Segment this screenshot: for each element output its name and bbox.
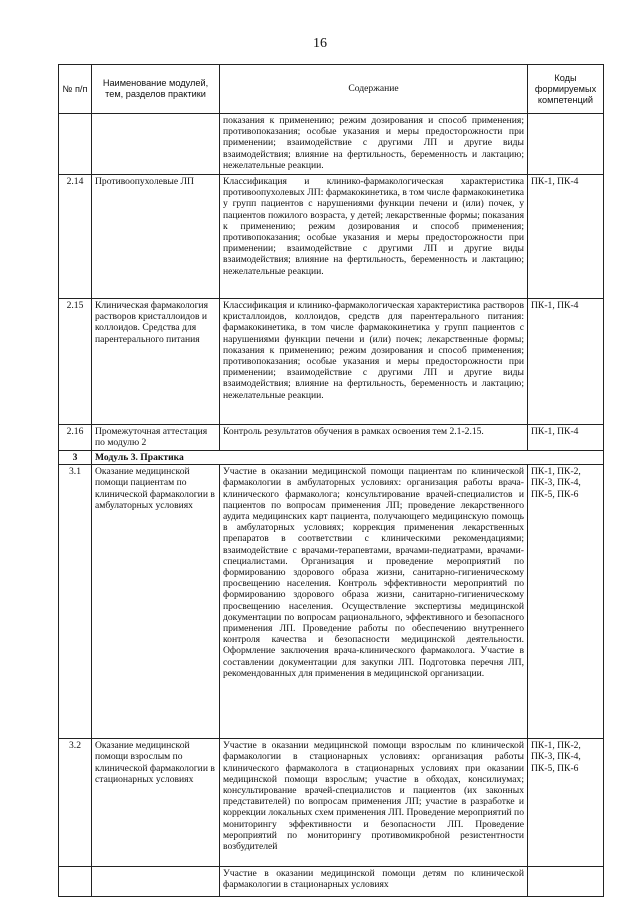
row-num: 3.2 [59,739,92,867]
row-name: Оказание медицинской помощи пациентам по клинической фармакологии в амбулаторных условиях [92,465,220,739]
header-codes: Коды формируемых компетенций [528,65,604,114]
row-name: Оказание медицинской помощи взрослым по клинической фармакологии в стационарных условиях [92,739,220,867]
row-name [92,867,220,897]
row-content: показания к применению; режим дозирования и способ применения; противопоказания; особые указания и меры предосторожности при применении; взаимодействие с другими ЛП и другие виды взаимодействия; влияние на фертильность, беременность и лактацию; нежелательные реакции. [220,114,528,175]
header-content: Содержание [220,65,528,114]
table-row [59,465,604,739]
row-content: Участие в оказании медицинской помощи детям по клинической фармакологии в стационарных условиях [220,867,528,897]
row-name: Противоопухолевые ЛП [92,175,220,299]
module-row [59,451,604,465]
header-module-name: Наименование модулей, тем, разделов практики [92,65,220,114]
row-codes: ПК-1, ПК-4 [528,425,604,451]
row-codes: ПК-1, ПК-2, ПК-3, ПК-4, ПК-5, ПК-6 [528,465,604,739]
row-content: Участие в оказании медицинской помощи взрослым по клинической фармакологии в стационарных условиях: организация работы клинического фармаколога в стационарных условиях при оказании медицинской помощи взрослым; участие в обходах, консилиумах; консультирование врачей-специалистов и пациентов (их законных представителей) по вопросам применения ЛП; участие в разработке и коррекции локальных схем применения ЛП. Проведение мероприятий по мониторингу эффективности и безопасности ЛП. Проведение мероприятий по мониторингу противомикробной резистентности возбудителей [220,739,528,867]
table-header-row [59,65,604,114]
row-content: Классификация и клинико-фармакологическая характеристика противоопухолевых ЛП: фармакокинетика, в том числе фармакокинетика у групп пациентов с нарушениями функции печени и (или) почек, у пациентов пожилого возраста, у детей; лекарственные формы; показания к применению; режим дозирования и способ применения; противопоказания; особые указания и меры предосторожности при применении; взаимодействие с другими ЛП и другие виды взаимодействия; влияние на фертильность, беременность и лактацию; нежелательные реакции. [220,175,528,299]
row-codes [528,114,604,175]
row-num: 2.15 [59,299,92,425]
table-row [59,867,604,897]
table-row [59,175,604,299]
row-content: Контроль результатов обучения в рамках освоения тем 2.1-2.15. [220,425,528,451]
page-number: 16 [313,36,327,51]
table-row [59,114,604,175]
row-codes [528,867,604,897]
row-name [92,114,220,175]
row-name: Клиническая фармакология растворов кристаллоидов и коллоидов. Средства для парентерального питания [92,299,220,425]
row-num: 3.1 [59,465,92,739]
table-row [59,299,604,425]
module-num: 3 [59,451,92,465]
row-num: 2.14 [59,175,92,299]
row-content: Участие в оказании медицинской помощи пациентам по клинической фармакологии в амбулаторных условиях: организация работы врача-клинического фармаколога; консультирование врачей-специалистов и пациентов по вопросам применения ЛП; проведение лекарственного аудита медицинских карт пациента, получающего медицинскую помощь в амбулаторных условиях; коррекция применения лекарственных препаратов в соответствии с клиническими рекомендациями; взаимодействие с врачами-терапевтами, врачами-педиатрами, врачами-специалистами. Организация и проведение мероприятий по формированию здорового образа жизни, санитарно-гигиеническому просвещению населения. Контроль эффективности мероприятий по формированию здорового образа жизни, санитарно-гигиеническому просвещению населения. Осуществление экспертизы медицинской документации по вопросам рационального, эффективного и безопасного применения ЛП. Проведение работы по обеспечению внутреннего контроля качества и безопасности медицинской деятельности. Оформление заключения врача-клинического фармаколога. Участие в составлении документации для закупки ЛП. Подготовка перечня ЛП, рекомендованных для применения в медицинской организации. [220,465,528,739]
header-num: № п/п [59,65,92,114]
row-codes: ПК-1, ПК-2, ПК-3, ПК-4, ПК-5, ПК-6 [528,739,604,867]
row-num: 2.16 [59,425,92,451]
table-row [59,739,604,867]
module-title: Модуль 3. Практика [92,451,604,465]
row-codes: ПК-1, ПК-4 [528,299,604,425]
row-codes: ПК-1, ПК-4 [528,175,604,299]
row-content: Классификация и клинико-фармакологическая характеристика растворов кристаллоидов, коллоидов, средств для парентерального питания: фармакокинетика, в том числе фармакокинетика у групп пациентов с нарушениями функции печени и (или) почек; лекарственные формы; показания к применению; режим дозирования и способ применения; противопоказания; особые указания и меры предосторожности при применении; взаимодействие с другими ЛП и другие виды взаимодействия; влияние на фертильность, беременность и лактацию; нежелательные реакции. [220,299,528,425]
row-num [59,867,92,897]
table-row [59,425,604,451]
row-num [59,114,92,175]
row-name: Промежуточная аттестация по модулю 2 [92,425,220,451]
practice-table [58,64,604,897]
